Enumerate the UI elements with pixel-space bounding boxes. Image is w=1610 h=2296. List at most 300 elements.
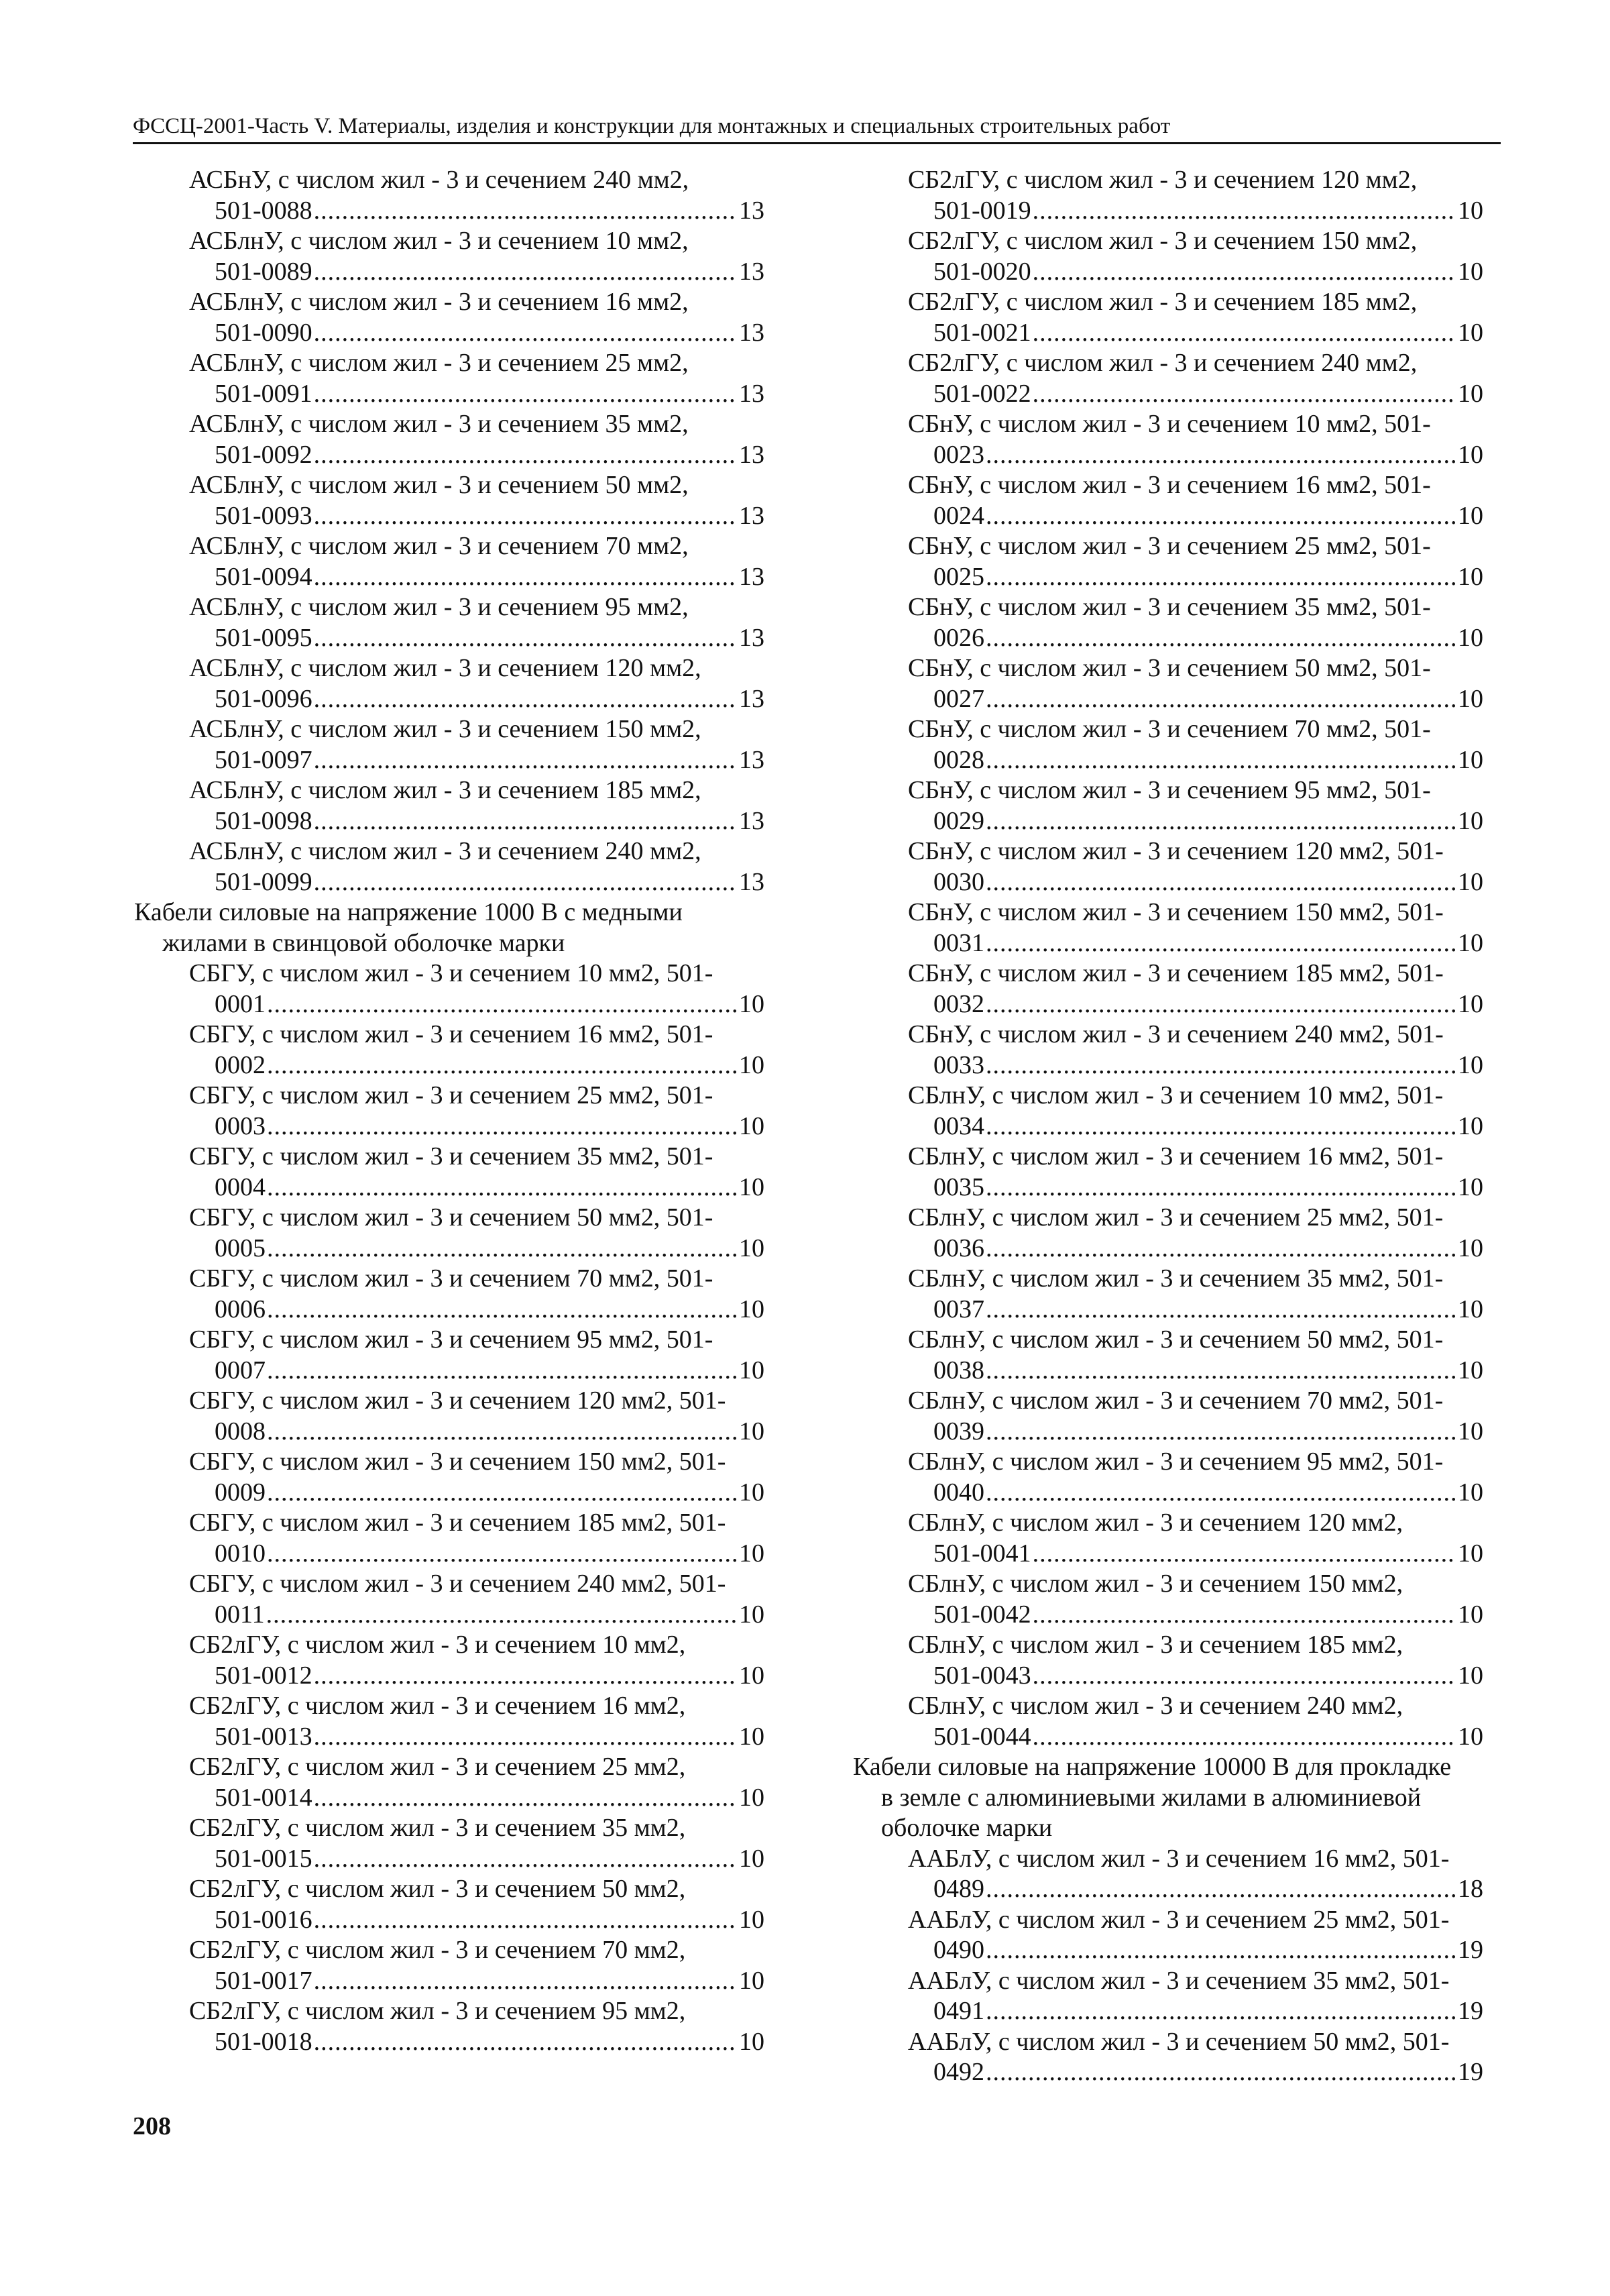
entry-description: СБГУ, с числом жил - 3 и сечением 10 мм2, 501- [189, 959, 713, 987]
dot-leader [1033, 318, 1456, 349]
entry-code: 501-0096 [215, 684, 312, 713]
group-heading-line: жилами в свинцовой оболочке марки [162, 928, 565, 957]
entry-page-ref: 13 [739, 623, 764, 652]
entry-description: СБ2лГУ, с числом жил - 3 и сечением 25 мм2, [189, 1753, 686, 1781]
index-entry [853, 836, 1483, 897]
entry-description: ААБлУ, с числом жил - 3 и сечением 25 мм2, 501- [908, 1905, 1450, 1934]
entry-description: АСБлнУ, с числом жил - 3 и сечением 35 мм2, [189, 410, 689, 438]
index-entry [134, 287, 764, 348]
entry-page-ref: 10 [1458, 1478, 1483, 1507]
entry-page-ref: 19 [1458, 1936, 1483, 1964]
entry-page-ref: 10 [739, 1844, 764, 1873]
entry-page-ref: 10 [739, 1417, 764, 1445]
entry-page-ref: 10 [1458, 1295, 1483, 1323]
index-entry [853, 897, 1483, 959]
index-entry [134, 1569, 764, 1630]
entry-description: СБлнУ, с числом жил - 3 и сечением 150 мм2, [908, 1570, 1403, 1598]
entry-description: СБнУ, с числом жил - 3 и сечением 35 мм2, 501- [908, 593, 1431, 621]
dot-leader [986, 1935, 1456, 1966]
entry-code-line [853, 440, 1483, 471]
index-entry [853, 1142, 1483, 1203]
entry-code-line [853, 196, 1483, 227]
entry-code-line [853, 1295, 1483, 1325]
entry-code: 0001 [215, 989, 266, 1018]
entry-code: 501-0014 [215, 1783, 312, 1812]
entry-description: СБнУ, с числом жил - 3 и сечением 185 мм2, 501- [908, 959, 1444, 987]
entry-description: СБнУ, с числом жил - 3 и сечением 25 мм2, 501- [908, 532, 1431, 560]
dot-leader [314, 379, 738, 410]
entry-code-line [853, 1935, 1483, 1966]
entry-code-line [134, 1172, 764, 1203]
index-entry [853, 1386, 1483, 1447]
dot-leader [267, 989, 738, 1020]
entry-description: СБГУ, с числом жил - 3 и сечением 25 мм2, 501- [189, 1081, 713, 1109]
entry-page-ref: 10 [1458, 1234, 1483, 1262]
entry-description: СБлнУ, с числом жил - 3 и сечением 95 мм2, 501- [908, 1447, 1444, 1476]
index-entry [134, 165, 764, 226]
entry-code-line [853, 1661, 1483, 1692]
entry-code-line [134, 1356, 764, 1386]
entry-page-ref: 13 [739, 501, 764, 530]
entry-description: СБлнУ, с числом жил - 3 и сечением 35 мм2, 501- [908, 1264, 1444, 1293]
group-heading-line: оболочке марки [881, 1814, 1053, 1842]
entry-page-ref: 10 [1458, 1111, 1483, 1140]
entry-code: 0033 [933, 1050, 984, 1079]
entry-code-line [853, 2057, 1483, 2088]
entry-code-line [853, 562, 1483, 593]
running-header: ФССЦ-2001-Часть V. Материалы, изделия и конструкции для монтажных и специальных строительных работ [133, 114, 1171, 138]
entry-page-ref: 10 [739, 1234, 764, 1262]
index-entry [853, 1447, 1483, 1508]
dot-leader [267, 1295, 738, 1325]
index-entry [134, 1752, 764, 1813]
entry-code-line [134, 1539, 764, 1570]
entry-code: 0010 [215, 1539, 266, 1568]
dot-leader [314, 623, 738, 654]
entry-code-line [134, 257, 764, 288]
entry-description: СБлнУ, с числом жил - 3 и сечением 50 мм2, 501- [908, 1325, 1444, 1354]
entry-code-line [853, 623, 1483, 654]
entry-code: 501-0013 [215, 1722, 312, 1751]
index-entry [853, 348, 1483, 409]
index-entry [134, 531, 764, 592]
index-entry [853, 592, 1483, 653]
dot-leader [986, 1996, 1456, 2027]
entry-code-line [134, 806, 764, 837]
entry-description: СБГУ, с числом жил - 3 и сечением 150 мм2, 501- [189, 1447, 726, 1476]
entry-description: ААБлУ, с числом жил - 3 и сечением 50 мм2, 501- [908, 2027, 1450, 2056]
dot-leader [314, 318, 738, 349]
index-entry [853, 531, 1483, 592]
entry-code-line [134, 1722, 764, 1753]
entry-code-line [853, 1539, 1483, 1570]
dot-leader [1033, 1600, 1456, 1631]
entry-code: 501-0012 [215, 1661, 312, 1690]
index-entry [853, 1203, 1483, 1264]
group-heading-line: Кабели силовые на напряжение 10000 В для прокладке [853, 1753, 1452, 1781]
index-entry [134, 1325, 764, 1386]
entry-description: СБнУ, с числом жил - 3 и сечением 240 мм2, 501- [908, 1020, 1444, 1048]
entry-description: СБлнУ, с числом жил - 3 и сечением 185 мм2, [908, 1631, 1403, 1659]
index-entry [134, 470, 764, 531]
entry-page-ref: 13 [739, 196, 764, 225]
index-entry [134, 1142, 764, 1203]
entry-page-ref: 10 [1458, 440, 1483, 469]
entry-code: 0008 [215, 1417, 266, 1445]
entry-code: 501-0017 [215, 1966, 312, 1995]
entry-code: 501-0018 [215, 2027, 312, 2056]
dot-leader [1033, 379, 1456, 410]
entry-code: 501-0044 [933, 1722, 1031, 1751]
entry-page-ref: 10 [739, 2027, 764, 2056]
entry-code-line [134, 501, 764, 532]
index-entry [853, 1569, 1483, 1630]
entry-code: 501-0094 [215, 562, 312, 591]
entry-code-line [134, 1844, 764, 1875]
entry-description: СБлнУ, с числом жил - 3 и сечением 25 мм2, 501- [908, 1203, 1444, 1232]
entry-code: 501-0021 [933, 318, 1031, 347]
entry-page-ref: 13 [739, 257, 764, 286]
dot-leader [267, 1478, 738, 1509]
entry-description: ААБлУ, с числом жил - 3 и сечением 35 мм2, 501- [908, 1966, 1450, 1995]
index-entry [853, 1844, 1483, 1905]
dot-leader [314, 684, 738, 715]
entry-code-line [853, 1234, 1483, 1264]
entry-page-ref: 10 [739, 1661, 764, 1690]
entry-code: 0037 [933, 1295, 984, 1323]
entry-page-ref: 10 [1458, 1600, 1483, 1629]
entry-code-line [853, 684, 1483, 715]
dot-leader [986, 562, 1456, 593]
group-heading-line: Кабели силовые на напряжение 1000 В с медными [134, 898, 683, 926]
entry-page-ref: 10 [1458, 1356, 1483, 1384]
entry-code-line [134, 745, 764, 776]
index-entry [134, 1508, 764, 1569]
entry-code-line [134, 1966, 764, 1997]
entry-description: СБлнУ, с числом жил - 3 и сечением 240 мм2, [908, 1692, 1403, 1720]
entry-code: 501-0020 [933, 257, 1031, 286]
entry-description: СБ2лГУ, с числом жил - 3 и сечением 150 мм2, [908, 227, 1418, 255]
entry-page-ref: 10 [1458, 1172, 1483, 1201]
index-entry [853, 409, 1483, 470]
entry-code: 501-0015 [215, 1844, 312, 1873]
index-entry [134, 348, 764, 409]
entry-page-ref: 13 [739, 318, 764, 347]
entry-page-ref: 10 [739, 1966, 764, 1995]
entry-description: АСБлнУ, с числом жил - 3 и сечением 95 мм2, [189, 593, 689, 621]
group-heading-line: в земле с алюминиевыми жилами в алюминиевой [881, 1783, 1422, 1812]
entry-code: 501-0089 [215, 257, 312, 286]
entry-page-ref: 10 [1458, 623, 1483, 652]
entry-code: 0039 [933, 1417, 984, 1445]
entry-code-line [134, 2027, 764, 2058]
dot-leader [986, 440, 1456, 471]
entry-description: СБГУ, с числом жил - 3 и сечением 120 мм2, 501- [189, 1386, 726, 1415]
entry-description: СБнУ, с числом жил - 3 и сечением 50 мм2, 501- [908, 654, 1431, 682]
dot-leader [267, 1172, 738, 1203]
index-group-heading [853, 1752, 1483, 1844]
entry-description: АСБлнУ, с числом жил - 3 и сечением 50 мм2, [189, 471, 689, 499]
index-entry [134, 836, 764, 897]
entry-code-line [853, 928, 1483, 959]
entry-code-line [134, 1783, 764, 1814]
entry-code-line [134, 684, 764, 715]
entry-code-line [134, 196, 764, 227]
entry-page-ref: 13 [739, 684, 764, 713]
entry-code-line [853, 318, 1483, 349]
entry-description: СБГУ, с числом жил - 3 и сечением 185 мм2, 501- [189, 1509, 726, 1537]
entry-code-line [134, 318, 764, 349]
entry-page-ref: 10 [1458, 501, 1483, 530]
index-entry [134, 775, 764, 836]
entry-page-ref: 13 [739, 806, 764, 835]
entry-description: СБ2лГУ, с числом жил - 3 и сечением 35 мм2, [189, 1814, 686, 1842]
entry-page-ref: 10 [1458, 196, 1483, 225]
entry-code: 0004 [215, 1172, 266, 1201]
dot-leader [986, 1356, 1456, 1386]
index-entry [134, 959, 764, 1020]
index-entry [853, 1264, 1483, 1325]
entry-page-ref: 13 [739, 379, 764, 408]
entry-page-ref: 13 [739, 562, 764, 591]
index-entry [853, 226, 1483, 287]
dot-leader [314, 1966, 738, 1997]
dot-leader [314, 562, 738, 593]
index-entry [853, 1325, 1483, 1386]
entry-code: 0006 [215, 1295, 266, 1323]
dot-leader [314, 257, 738, 288]
entry-code: 501-0092 [215, 440, 312, 469]
entry-page-ref: 10 [739, 1478, 764, 1507]
entry-code-line [853, 745, 1483, 776]
entry-code: 501-0098 [215, 806, 312, 835]
dot-leader [314, 1661, 738, 1692]
entry-code-line [134, 1295, 764, 1325]
index-entry [134, 1386, 764, 1447]
index-entry [134, 409, 764, 470]
entry-description: АСБнУ, с числом жил - 3 и сечением 240 мм2, [189, 166, 689, 194]
dot-leader [314, 867, 738, 898]
entry-code: 501-0016 [215, 1905, 312, 1934]
dot-leader [1033, 1722, 1456, 1753]
entry-code: 0032 [933, 989, 984, 1018]
index-entry [134, 1630, 764, 1691]
entry-page-ref: 18 [1458, 1875, 1483, 1903]
index-entry [853, 470, 1483, 531]
entry-page-ref: 10 [1458, 684, 1483, 713]
entry-code: 0029 [933, 806, 984, 835]
dot-leader [1033, 257, 1456, 288]
entry-code-line [134, 1478, 764, 1509]
entry-page-ref: 10 [1458, 1539, 1483, 1568]
index-entry [134, 1935, 764, 1996]
entry-page-ref: 10 [1458, 257, 1483, 286]
index-entry [134, 1691, 764, 1752]
index-entry [853, 1020, 1483, 1081]
entry-description: СБ2лГУ, с числом жил - 3 и сечением 50 мм2, [189, 1875, 686, 1903]
index-entry [853, 714, 1483, 775]
entry-code: 0492 [933, 2058, 984, 2086]
dot-leader [986, 1295, 1456, 1325]
entry-code-line [134, 623, 764, 654]
dot-leader [986, 684, 1456, 715]
entry-code: 501-0093 [215, 501, 312, 530]
entry-code-line [853, 989, 1483, 1020]
entry-code-line [853, 257, 1483, 288]
dot-leader [314, 1722, 738, 1753]
index-entry [134, 592, 764, 653]
dot-leader [986, 1111, 1456, 1142]
entry-page-ref: 10 [1458, 1050, 1483, 1079]
entry-code-line [853, 501, 1483, 532]
index-entry [853, 1508, 1483, 1569]
index-column-left [134, 165, 764, 2057]
index-entry [853, 165, 1483, 226]
entry-description: СБ2лГУ, с числом жил - 3 и сечением 70 мм2, [189, 1936, 686, 1964]
entry-description: АСБлнУ, с числом жил - 3 и сечением 70 мм2, [189, 532, 689, 560]
entry-page-ref: 10 [1458, 1417, 1483, 1445]
entry-code: 0031 [933, 928, 984, 957]
entry-code: 0490 [933, 1936, 984, 1964]
entry-description: СБГУ, с числом жил - 3 и сечением 16 мм2, 501- [189, 1020, 713, 1048]
index-entry [134, 653, 764, 714]
entry-code: 0007 [215, 1356, 266, 1384]
entry-description: СБГУ, с числом жил - 3 и сечением 35 мм2, 501- [189, 1142, 713, 1170]
entry-code-line [134, 440, 764, 471]
dot-leader [1033, 1539, 1456, 1570]
dot-leader [314, 440, 738, 471]
entry-page-ref: 10 [1458, 562, 1483, 591]
index-column-right [853, 165, 1483, 2088]
entry-description: СБлнУ, с числом жил - 3 и сечением 120 мм2, [908, 1509, 1403, 1537]
entry-description: СБ2лГУ, с числом жил - 3 и сечением 16 мм2, [189, 1692, 686, 1720]
entry-code: 0491 [933, 1997, 984, 2025]
entry-description: СБ2лГУ, с числом жил - 3 и сечением 240 мм2, [908, 349, 1418, 377]
entry-code-line [134, 562, 764, 593]
dot-leader [986, 806, 1456, 837]
entry-code: 0002 [215, 1050, 266, 1079]
entry-description: СБнУ, с числом жил - 3 и сечением 10 мм2, 501- [908, 410, 1431, 438]
entry-code-line [134, 379, 764, 410]
dot-leader [314, 2027, 738, 2058]
index-entry [853, 1691, 1483, 1752]
index-entry [853, 1966, 1483, 2027]
entry-code-line [853, 1600, 1483, 1631]
entry-code: 501-0097 [215, 745, 312, 774]
entry-page-ref: 13 [739, 440, 764, 469]
entry-code: 501-0042 [933, 1600, 1031, 1629]
dot-leader [1033, 196, 1456, 227]
dot-leader [314, 745, 738, 776]
entry-code-line [134, 1905, 764, 1936]
header-rule [133, 142, 1501, 144]
entry-code: 0040 [933, 1478, 984, 1507]
entry-code-line [853, 1478, 1483, 1509]
entry-code: 0489 [933, 1875, 984, 1903]
entry-code: 0011 [215, 1600, 265, 1629]
index-entry [853, 2027, 1483, 2088]
entry-code: 0035 [933, 1172, 984, 1201]
entry-description: АСБлнУ, с числом жил - 3 и сечением 25 мм2, [189, 349, 689, 377]
index-entry [134, 226, 764, 287]
dot-leader [986, 989, 1456, 1020]
entry-code-line [853, 867, 1483, 898]
entry-page-ref: 10 [1458, 379, 1483, 408]
dot-leader [986, 745, 1456, 776]
entry-code-line [134, 1417, 764, 1447]
entry-code-line [853, 1996, 1483, 2027]
entry-code-line [853, 1050, 1483, 1081]
entry-page-ref: 10 [1458, 867, 1483, 896]
entry-code-line [134, 1600, 764, 1631]
entry-page-ref: 19 [1458, 1997, 1483, 2025]
entry-code: 501-0041 [933, 1539, 1031, 1568]
dot-leader [986, 1874, 1456, 1905]
entry-description: СБГУ, с числом жил - 3 и сечением 240 мм2, 501- [189, 1570, 726, 1598]
entry-page-ref: 10 [739, 1905, 764, 1934]
entry-code: 0036 [933, 1234, 984, 1262]
entry-page-ref: 10 [739, 989, 764, 1018]
entry-page-ref: 10 [739, 1539, 764, 1568]
entry-code: 501-0043 [933, 1661, 1031, 1690]
entry-page-ref: 10 [739, 1295, 764, 1323]
entry-code: 0030 [933, 867, 984, 896]
entry-code: 0034 [933, 1111, 984, 1140]
entry-code: 0025 [933, 562, 984, 591]
entry-code: 0026 [933, 623, 984, 652]
entry-description: АСБлнУ, с числом жил - 3 и сечением 240 мм2, [189, 837, 701, 865]
index-entry [853, 959, 1483, 1020]
entry-description: АСБлнУ, с числом жил - 3 и сечением 120 мм2, [189, 654, 701, 682]
entry-code: 501-0088 [215, 196, 312, 225]
entry-page-ref: 10 [739, 1783, 764, 1812]
dot-leader [986, 1172, 1456, 1203]
entry-description: СБ2лГУ, с числом жил - 3 и сечением 10 мм2, [189, 1631, 686, 1659]
index-entry [134, 1081, 764, 1142]
dot-leader [314, 1844, 738, 1875]
index-entry [134, 1874, 764, 1935]
index-group-heading [134, 897, 764, 959]
dot-leader [267, 1417, 738, 1447]
entry-page-ref: 10 [739, 1050, 764, 1079]
dot-leader [314, 806, 738, 837]
entry-code-line [853, 1417, 1483, 1447]
entry-page-ref: 10 [739, 1600, 764, 1629]
entry-code-line [134, 989, 764, 1020]
entry-code-line [853, 1111, 1483, 1142]
entry-description: СБ2лГУ, с числом жил - 3 и сечением 95 мм2, [189, 1997, 686, 2025]
index-entry [134, 1264, 764, 1325]
entry-code: 501-0022 [933, 379, 1031, 408]
entry-page-ref: 10 [739, 1356, 764, 1384]
dot-leader [986, 1478, 1456, 1509]
entry-description: ААБлУ, с числом жил - 3 и сечением 16 мм2, 501- [908, 1844, 1450, 1873]
entry-code: 0003 [215, 1111, 266, 1140]
dot-leader [986, 623, 1456, 654]
entry-description: СБГУ, с числом жил - 3 и сечением 50 мм2, 501- [189, 1203, 713, 1232]
entry-code: 501-0095 [215, 623, 312, 652]
entry-code: 0009 [215, 1478, 266, 1507]
entry-code-line [134, 1234, 764, 1264]
entry-page-ref: 10 [1458, 928, 1483, 957]
entry-code: 0023 [933, 440, 984, 469]
dot-leader [267, 1234, 738, 1264]
dot-leader [267, 1111, 738, 1142]
entry-code-line [134, 867, 764, 898]
dot-leader [986, 1234, 1456, 1264]
entry-description: СБнУ, с числом жил - 3 и сечением 70 мм2, 501- [908, 715, 1431, 743]
dot-leader [986, 2057, 1456, 2088]
